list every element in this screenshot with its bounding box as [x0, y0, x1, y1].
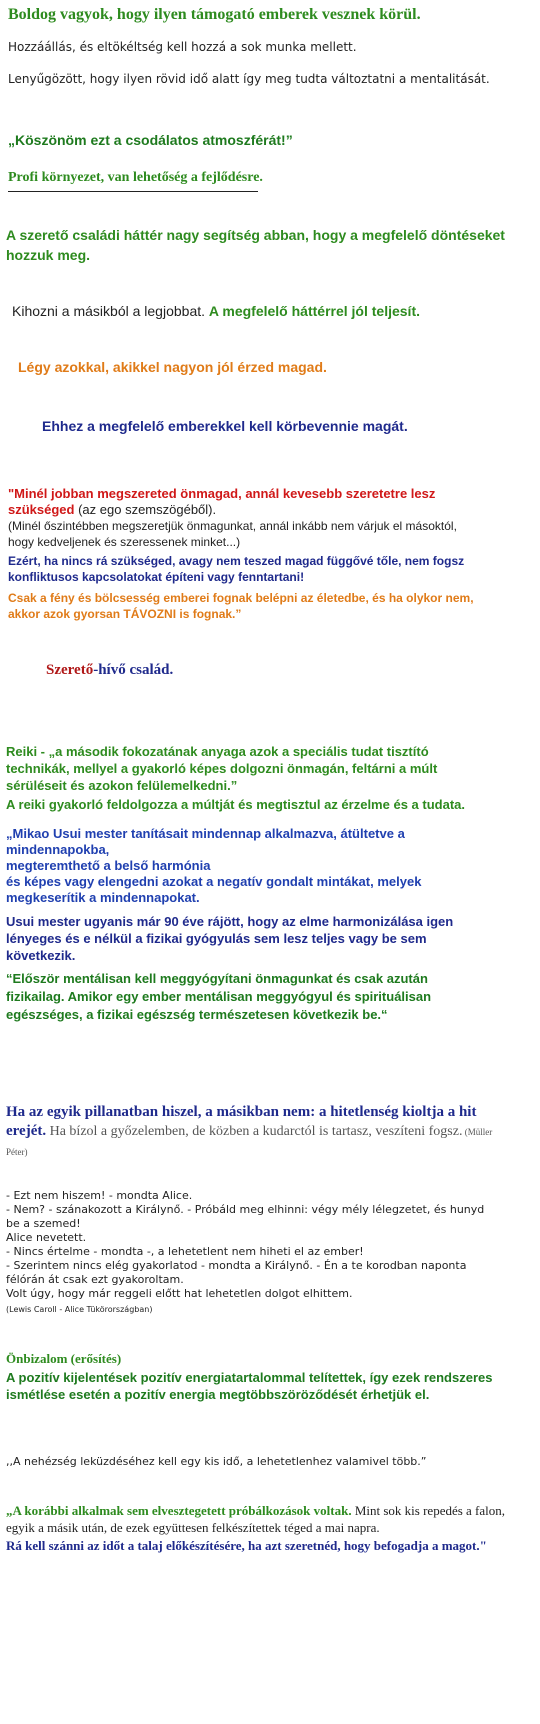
mikao-line2: megteremthető a belső harmónia [6, 858, 211, 873]
line-family: A szerető családi háttér nagy segítség abban, hogy a megfelelő döntéseket hozzuk meg. [6, 227, 505, 263]
quote-love-yourself [8, 486, 480, 518]
szereto-word: Szerető [46, 662, 94, 678]
paren-text: (Minél őszintébben megszeretjük önmagunkat, annál inkább nem várjuk el másoktól, hogy kedveljenek és szeressenek minket [8, 519, 457, 549]
line-attitude: Hozzáállás, és eltökéltség kell hozzá a sok munka mellett. [8, 40, 357, 54]
korabbi-paragraph [6, 1502, 510, 1536]
nehezseg-quote: ,,A nehézség leküzdéséhez kell egy kis idő, a lehetetlenhez valamivel több.” [6, 1455, 427, 1468]
quote-red: "Minél jobban megszereted önmagad, annál kevesebb szeretetre lesz szükséged [8, 486, 436, 517]
hit-bold: Ha az egyik pillanatban hiszel, a másikban nem: a hitetlenség kioltja a hit erejét. [6, 1104, 477, 1139]
szereto-dash: - [93, 662, 99, 678]
divider [8, 191, 258, 192]
mikao-line1: „Mikao Usui mester tanításait mindennap alkalmazva, átültetve a mindennapokba, [6, 826, 405, 857]
reiki-intro: Reiki - „a második fokozatának anyaga azok a speciális tudat tisztító technikák, mellyel a gyakorló képes dolgozni önmagán, feltárni a múlt sérüléseit és azokon felülemelkedni.” [6, 744, 438, 793]
alice-line-6: Volt úgy, hogy már reggeli előtt hat lehetetlen dolgot elhittem. [6, 1287, 353, 1300]
alice-line-1: - Ezt nem hiszem! - mondta Alice. [6, 1189, 193, 1202]
paren-dots: ...) [226, 535, 241, 549]
alice-line-3: Alice nevetett. [6, 1231, 87, 1244]
talaj-sentence: Rá kell szánni az időt a talaj előkészítésére, ha azt szeretnéd, hogy befogadja a magot." [6, 1538, 487, 1553]
quote-red-tail: (az ego szemszögéből). [74, 502, 217, 517]
quote-navy: Ezért, ha nincs rá szükséged, avagy nem teszed magad függővé tőle, nem fogsz konfliktusos kapcsolatokat építeni vagy fenntartani! [8, 554, 465, 584]
onbizalom-title: Önbizalom (erősítés) [6, 1351, 122, 1366]
line-kihozni [12, 303, 540, 319]
line-impressed: Lenyűgözött, hogy ilyen rövid idő alatt így meg tudta változtatni a mentalitását. [8, 72, 490, 86]
kihozni-black: Kihozni a másikból a legjobbat. [12, 303, 209, 319]
hivo-word: hívő család. [98, 662, 174, 678]
line-ehhez: Ehhez a megfelelő emberekkel kell körbevennie magát. [42, 418, 408, 434]
usui-paragraph: Usui mester ugyanis már 90 éve rájött, hogy az elme harmonizálása igen lényeges és e nélkül a fizikai gyógyulás sem lesz teljes vagy be sem következik. [6, 914, 454, 963]
onbizalom-body: A pozitív kijelentések pozitív energiatartalommal telítettek, így ezek rendszeres ismétlése esetén a pozitív energia megtöbbszöröződését érhetjük el. [6, 1370, 493, 1402]
alice-source: (Lewis Caroll - Alice Tükörországban) [6, 1305, 153, 1314]
eloszor-paragraph: “Először mentálisan kell meggyógyítani önmagunkat és csak azután fizikailag. Amikor egy ember mentálisan meggyógyul és spirituálisan egészséges, a fizikai egészség természetesen következik be.“ [6, 971, 432, 1022]
alice-line-4: - Nincs értelme - mondta -, a lehetetlent nem hiheti el az ember! [6, 1245, 364, 1258]
mikao-line3: és képes vagy elengedni azokat a negatív gondalt mintákat, melyek megkeserítik a mindennapokat. [6, 874, 422, 905]
reiki-summary: A reiki gyakorló feldolgozza a múltját és megtisztul az érzelme és a tudata. [6, 797, 465, 812]
line-szereto-hivo [46, 662, 540, 679]
korabbi-bold: „A korábbi alkalmak sem elvesztegetett próbálkozások voltak. [6, 1503, 352, 1518]
alice-line-2: - Nem? - szánakozott a Királynő. - Próbáld meg elhinni: végy mély lélegzetet, és hunyd be a szemed! [6, 1203, 485, 1230]
alice-line-5: - Szerintem nincs elég gyakorlatod - mondta a Királynő. - Én a te korodban naponta félórán át csak ezt gyakoroltam. [6, 1259, 467, 1286]
korabbi-normal: Mint sok kis repedés a falon, egyik a másik után, de ezek együttesen felkészítettek téged a mai napra. [6, 1503, 506, 1535]
quote-thanks: „Köszönöm ezt a csodálatos atmoszférát!” [8, 132, 293, 148]
kihozni-green: A megfelelő háttérrel jól teljesít. [208, 303, 420, 319]
hit-author: (Müller Péter) [6, 1127, 493, 1157]
alice-dialogue [6, 1189, 500, 1317]
line-profi: Profi környezet, van lehetőség a fejlődésre. [8, 170, 263, 185]
hit-normal: Ha bízol a győzelemben, de közben a kudarctól is tartasz, veszíteni fogsz. [46, 1124, 463, 1139]
quote-orange: Csak a fény és bölcsesség emberei fognak belépni az életedbe, és ha olykor nem, akkor azok gyorsan TÁVOZNI is fognak.” [8, 591, 474, 621]
hit-paragraph [6, 1103, 510, 1162]
quote-paren [8, 518, 480, 550]
line-legy: Légy azokkal, akikkel nagyon jól érzed magad. [18, 359, 327, 375]
heading-happy: Boldog vagyok, hogy ilyen támogató emberek vesznek körül. [8, 6, 421, 23]
